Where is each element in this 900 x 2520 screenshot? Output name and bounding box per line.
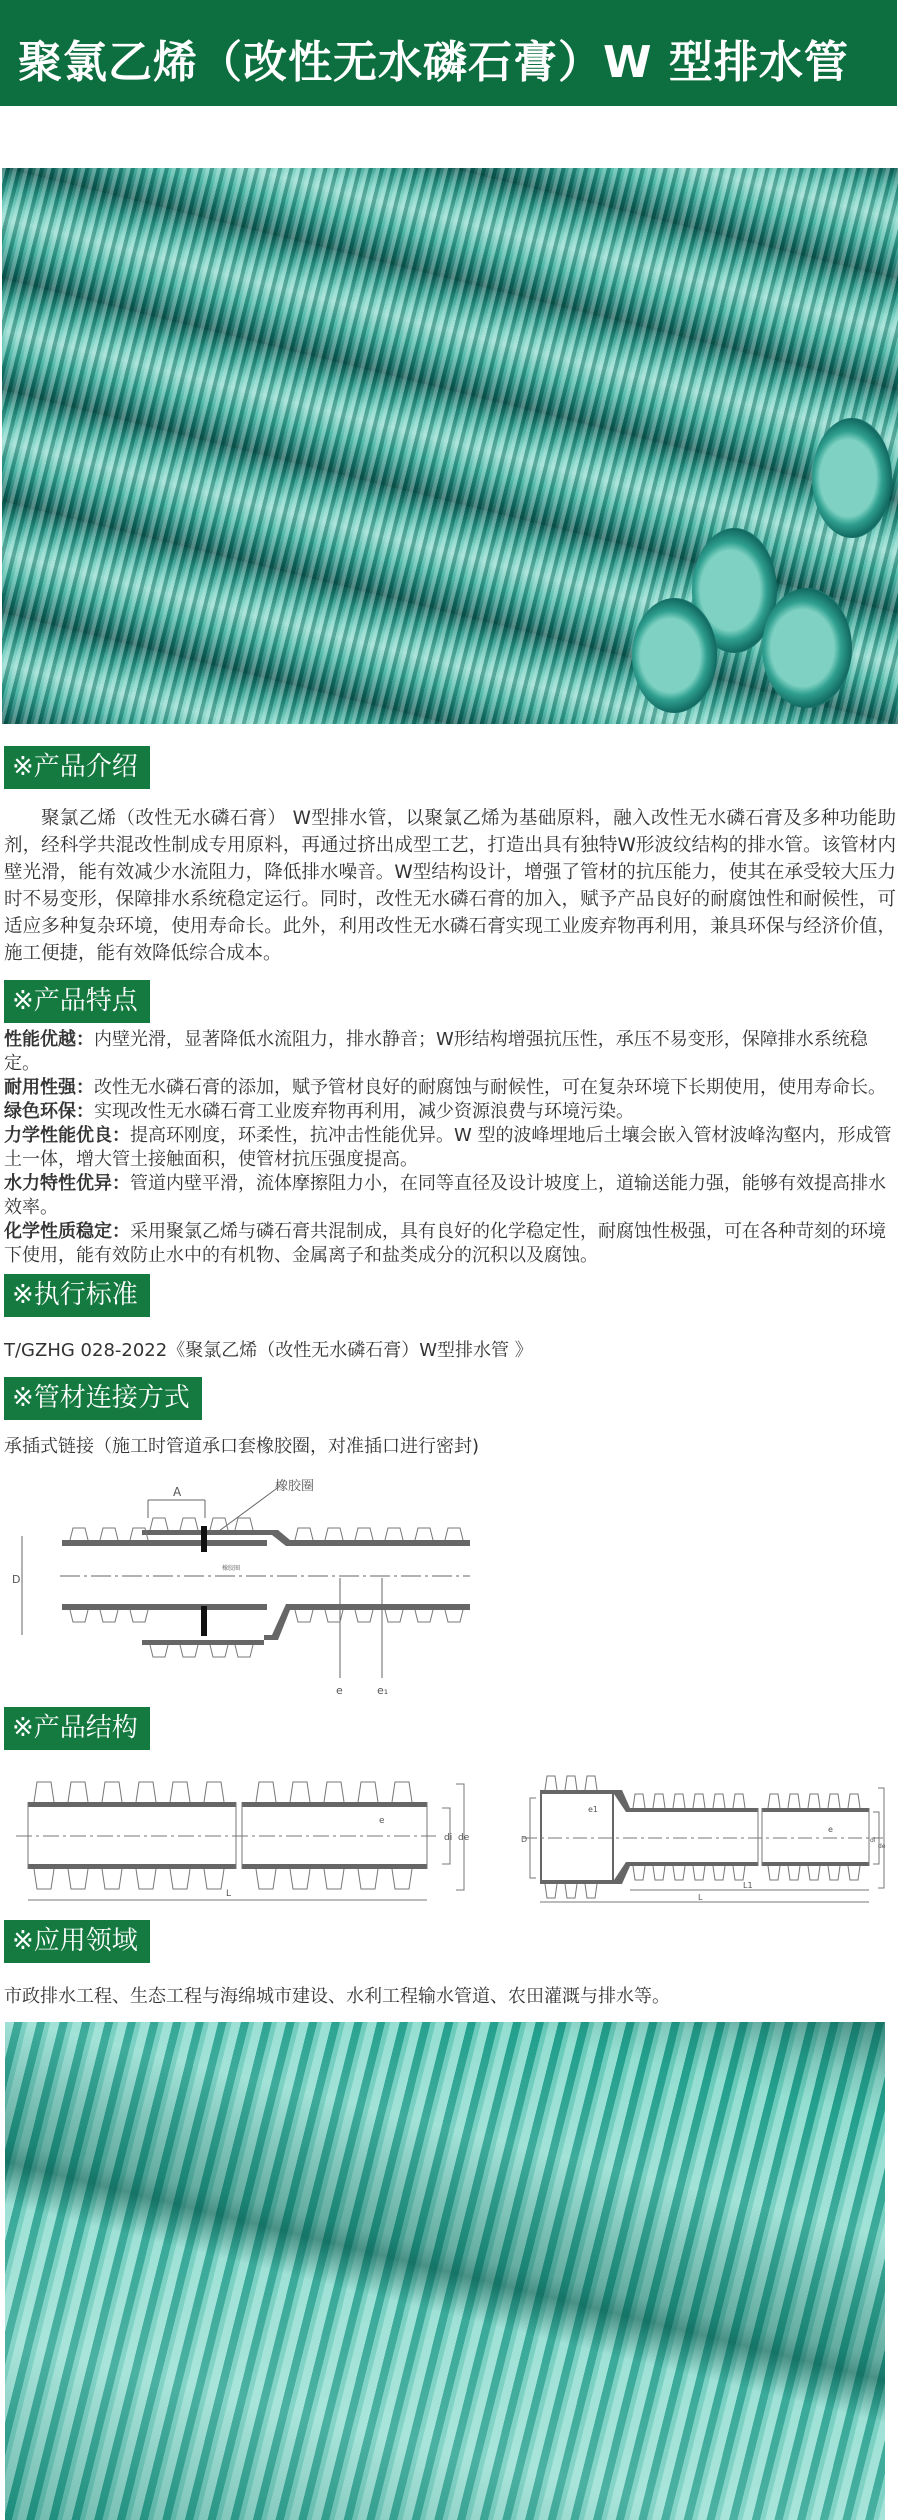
page-title: 聚氯乙烯（改性无水磷石膏）W 型排水管 xyxy=(18,37,849,88)
dim-label-e: e xyxy=(379,1816,385,1826)
pipe-structure-diagram-socket xyxy=(518,1768,888,1908)
dim-label-l: L xyxy=(226,1889,232,1899)
feature-text: 内壁光滑，显著降低水流阻力，排水静音；W形结构增强抗压性，承压不易变形，保障排水系统稳定。 xyxy=(4,1029,868,1074)
dim-label-d: D xyxy=(521,1835,528,1844)
feature-label: 力学性能优良： xyxy=(4,1125,130,1146)
feature-label: 耐用性强： xyxy=(4,1077,94,1098)
dim-label-a: A xyxy=(173,1485,182,1499)
dim-label-l: L xyxy=(698,1893,703,1902)
connection-text: 承插式链接（施工时管道承口套橡胶圈，对准插口进行密封) xyxy=(4,1436,480,1457)
dim-label-di: di xyxy=(444,1833,453,1843)
features-list xyxy=(4,1028,896,1268)
standard-text: T/GZHG 028-2022《聚氯乙烯（改性无水磷石膏）W型排水管 》 xyxy=(4,1340,533,1361)
pipe-end xyxy=(762,588,852,708)
feature-text: 改性无水磷石膏的添加，赋予管材良好的耐腐蚀与耐候性，可在复杂环境下长期使用，使用寿命长。 xyxy=(94,1077,886,1098)
dim-label-de: de xyxy=(878,1843,886,1850)
pipe-structure-diagram-straight xyxy=(6,1768,480,1908)
feature-label: 性能优越： xyxy=(4,1029,94,1050)
socket-connection-diagram xyxy=(10,1478,480,1706)
feature-label: 化学性质稳定： xyxy=(4,1221,130,1242)
feature-item xyxy=(4,1172,896,1220)
section-heading-standard: ※执行标准 xyxy=(4,1274,150,1317)
dim-label-di: di xyxy=(870,1837,876,1844)
feature-text: 实现改性无水磷石膏工业废弃物再利用，减少资源浪费与环境污染。 xyxy=(94,1101,634,1122)
pipe-end xyxy=(632,598,717,713)
feature-item xyxy=(4,1076,896,1100)
feature-label: 绿色环保： xyxy=(4,1101,94,1122)
intro-paragraph: 聚氯乙烯（改性无水磷石膏） W型排水管，以聚氯乙烯为基础原料，融入改性无水磷石膏及多种功能助剂，经科学共混改性制成专用原料，再通过挤出成型工艺，打造出具有独特W形波纹结构的排水管。该管材内壁光滑，能有效减少水流阻力，降低排水噪音。W型结构设计，增强了管材的抗压能力，使其在承受较大压力时不易变形，保障排水系统稳定运行。同时，改性无水磷石膏的加入，赋予产品良好的耐腐蚀性和耐候性，可适应多种复杂环境，使用寿命长。此外，利用改性无水磷石膏实现工业废弃物再利用，兼具环保与经济价值，施工便捷，能有效降低综合成本。 xyxy=(4,808,896,964)
section-heading-application: ※应用领域 xyxy=(4,1920,150,1963)
product-photo-pipes-closeup xyxy=(5,2022,885,2520)
rubber-ring-small-label: 橡胶圈 xyxy=(222,1565,241,1572)
section-heading-connection: ※管材连接方式 xyxy=(4,1377,202,1420)
dim-label-d: D xyxy=(12,1573,21,1586)
product-photo-pipes-stack xyxy=(2,168,898,724)
feature-text: 管道内壁平滑，流体摩擦阻力小，在同等直径及设计坡度上，道输送能力强，能够有效提高排水效率。 xyxy=(4,1173,886,1218)
dim-label-de: de xyxy=(458,1833,470,1843)
feature-item xyxy=(4,1100,896,1124)
feature-item xyxy=(4,1028,896,1076)
feature-item xyxy=(4,1124,896,1172)
title-banner xyxy=(0,0,897,106)
feature-item xyxy=(4,1220,896,1268)
dim-label-e1: e1 xyxy=(588,1805,599,1814)
feature-text: 提高环刚度，环柔性，抗冲击性能优异。W 型的波峰埋地后土壤会嵌入管材波峰沟壑内，形成管土一体，增大管土接触面积，使管材抗压强度提高。 xyxy=(4,1125,892,1170)
feature-label: 水力特性优异： xyxy=(4,1173,130,1194)
dim-label-e: e xyxy=(336,1684,343,1697)
rubber-ring-label: 橡胶圈 xyxy=(275,1479,315,1494)
section-heading-structure: ※产品结构 xyxy=(4,1707,150,1750)
dim-label-e: e xyxy=(828,1825,833,1834)
pipe-end xyxy=(812,418,892,538)
dim-label-e1: e₁ xyxy=(377,1684,389,1697)
section-heading-features: ※产品特点 xyxy=(4,980,150,1023)
dim-label-l1: L1 xyxy=(743,1881,753,1890)
pipe-shading xyxy=(5,2022,885,2520)
application-text: 市政排水工程、生态工程与海绵城市建设、水利工程输水管道、农田灌溉与排水等。 xyxy=(4,1986,670,2007)
section-heading-intro: ※产品介绍 xyxy=(4,746,150,789)
feature-text: 采用聚氯乙烯与磷石膏共混制成，具有良好的化学稳定性，耐腐蚀性极强，可在各种苛刻的环境下使用，能有效防止水中的有机物、金属离子和盐类成分的沉积以及腐蚀。 xyxy=(4,1221,886,1266)
